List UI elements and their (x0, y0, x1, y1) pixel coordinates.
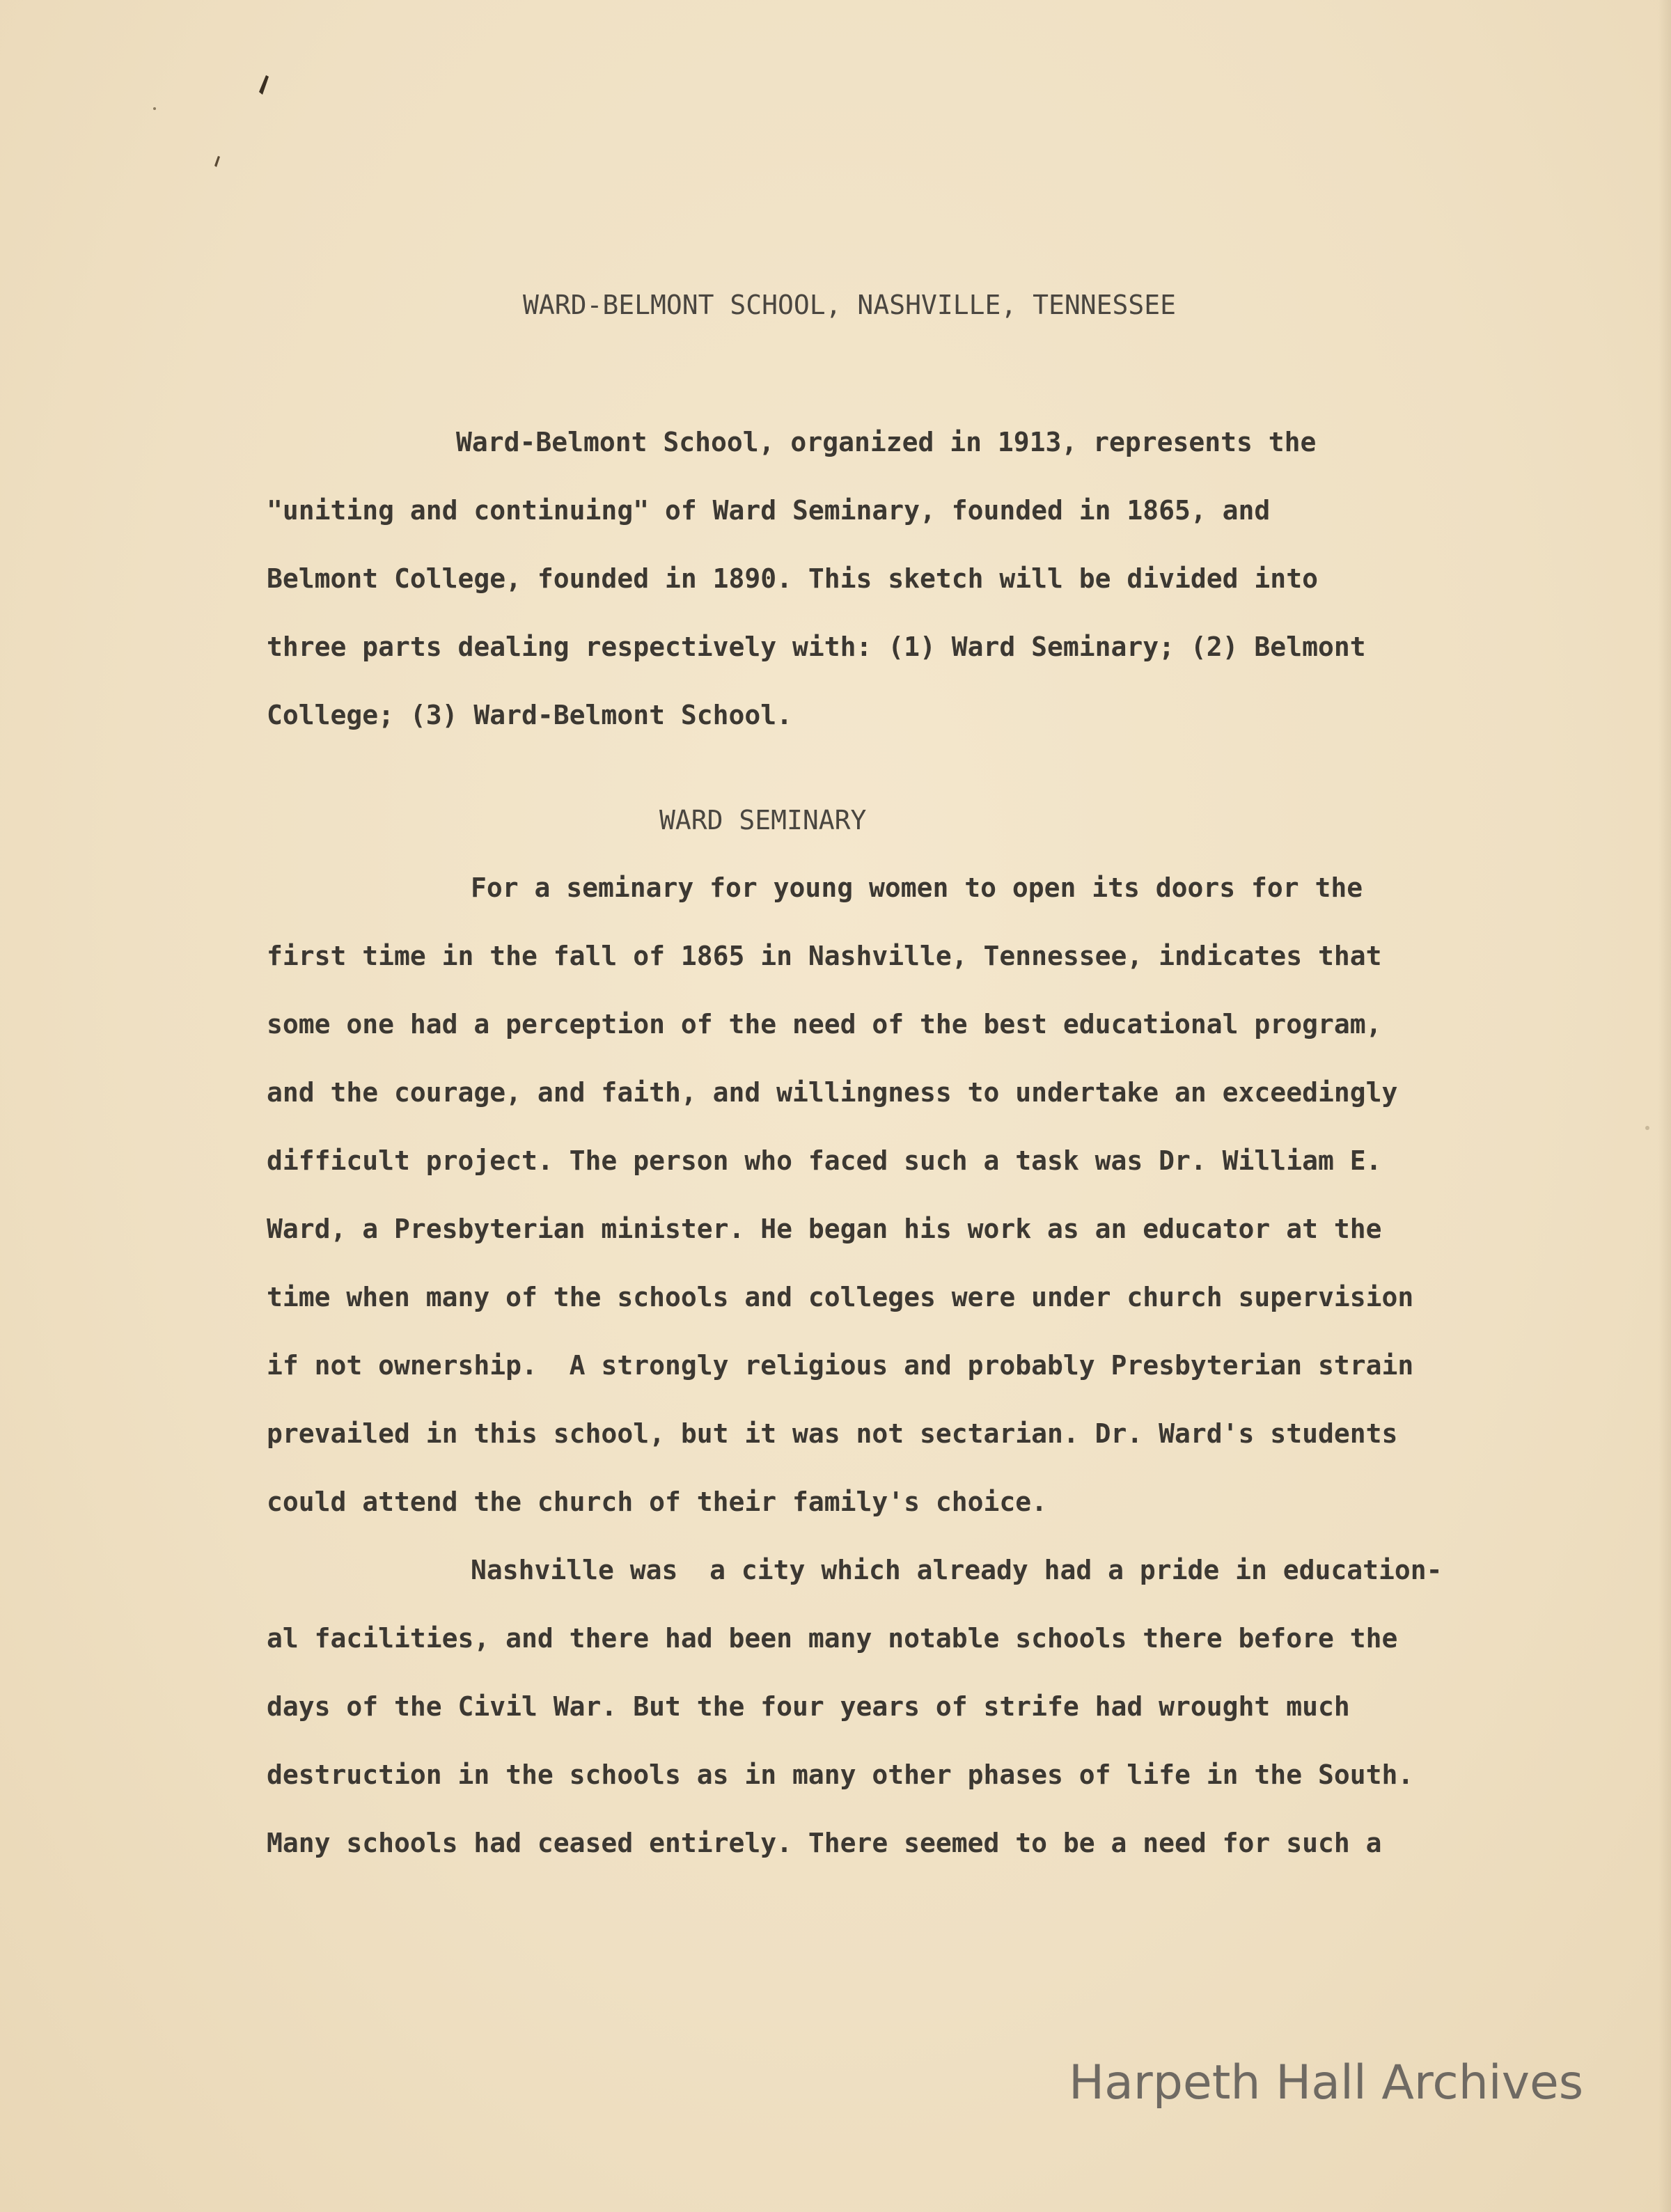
intro-line: College; (3) Ward-Belmont School. (267, 700, 792, 730)
paragraph-line: Many schools had ceased entirely. There seemed to be a need for such a (267, 1828, 1382, 1858)
intro-line: Ward-Belmont School, organized in 1913, represents the (456, 427, 1317, 457)
paragraph-line: and the courage, and faith, and willingness to undertake an exceedingly (267, 1077, 1398, 1108)
intro-line: Belmont College, founded in 1890. This sketch will be divided into (267, 563, 1318, 594)
paragraph-line: days of the Civil War. But the four years of strife had wrought much (267, 1691, 1350, 1722)
ink-speck-1 (259, 75, 269, 95)
paragraph-line: difficult project. The person who faced such a task was Dr. William E. (267, 1145, 1382, 1176)
paragraph-line: could attend the church of their family's choice. (267, 1487, 1048, 1517)
ink-speck-4 (1645, 1126, 1649, 1130)
ink-speck-2 (214, 156, 220, 167)
paragraph-line: some one had a perception of the need of the best educational program, (267, 1009, 1382, 1040)
paragraph-line: For a seminary for young women to open its doors for the (471, 872, 1363, 903)
document-title: WARD-BELMONT SCHOOL, NASHVILLE, TENNESSEE (523, 290, 1176, 320)
archive-watermark: Harpeth Hall Archives (1069, 2055, 1584, 2110)
paragraph-line: Nashville was a city which already had a pride in education- (471, 1555, 1443, 1585)
paragraph-line: prevailed in this school, but it was not sectarian. Dr. Ward's students (267, 1418, 1398, 1449)
intro-line: three parts dealing respectively with: (1) Ward Seminary; (2) Belmont (267, 632, 1366, 662)
paragraph-line: al facilities, and there had been many notable schools there before the (267, 1623, 1398, 1654)
paragraph-line: Ward, a Presbyterian minister. He began his work as an educator at the (267, 1214, 1382, 1244)
ink-speck-3 (153, 107, 156, 110)
intro-line: "uniting and continuing" of Ward Seminary, founded in 1865, and (267, 495, 1271, 526)
section-heading: WARD SEMINARY (659, 805, 867, 836)
paragraph-line: time when many of the schools and colleges were under church supervision (267, 1282, 1414, 1312)
paragraph-line: destruction in the schools as in many other phases of life in the South. (267, 1759, 1414, 1790)
paragraph-line: if not ownership. A strongly religious and probably Presbyterian strain (267, 1350, 1414, 1381)
paragraph-line: first time in the fall of 1865 in Nashville, Tennessee, indicates that (267, 941, 1382, 971)
